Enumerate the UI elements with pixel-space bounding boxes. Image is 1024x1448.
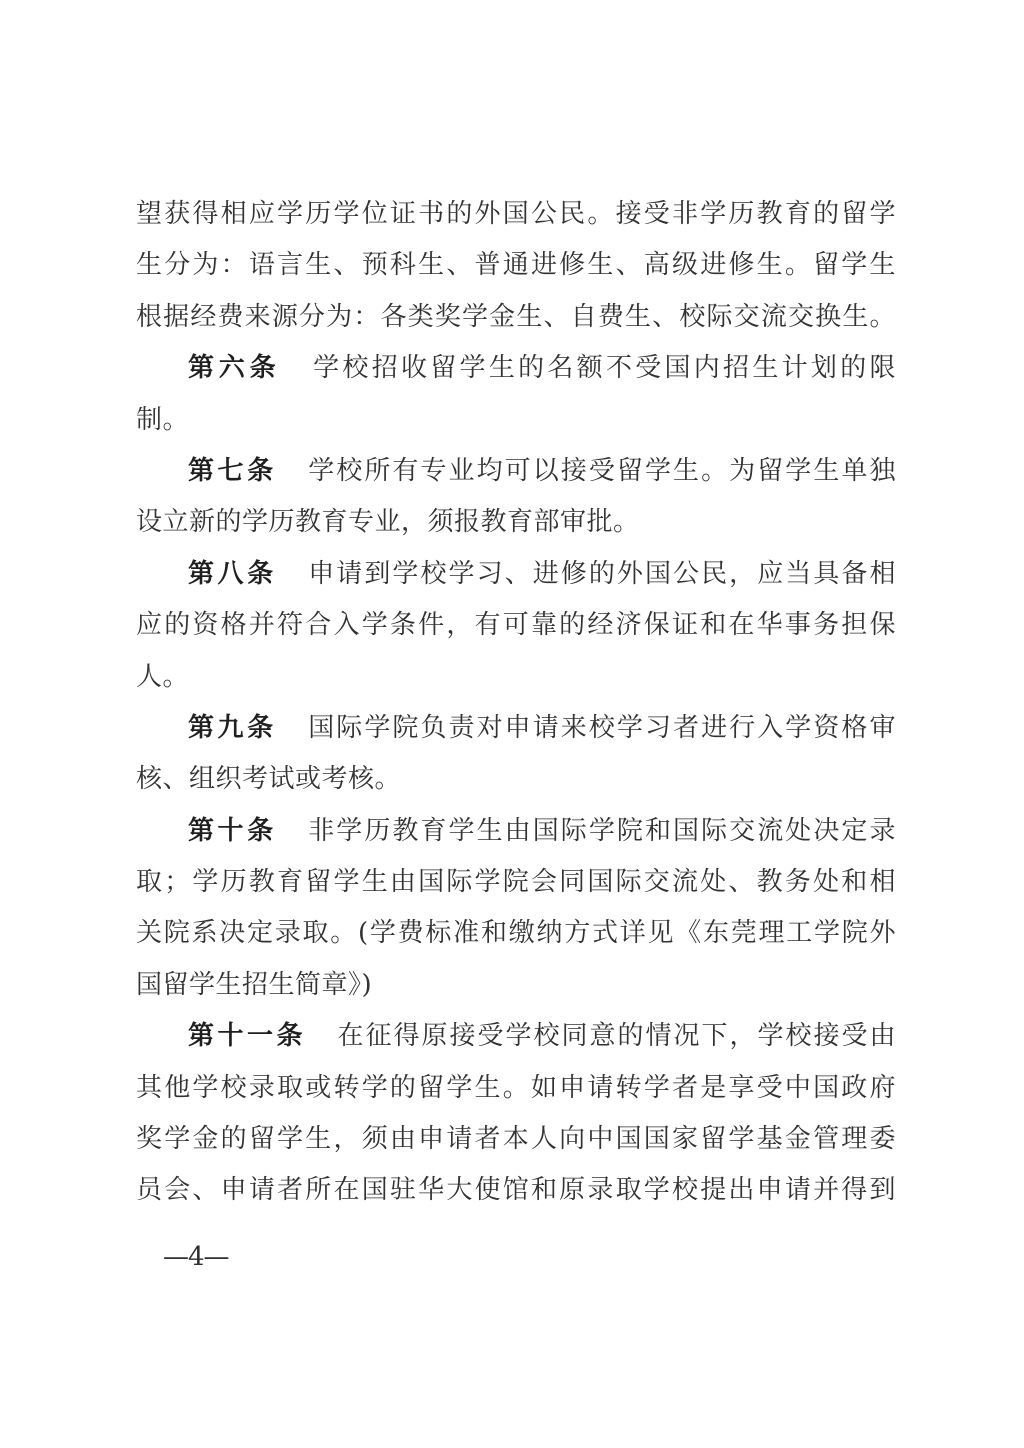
line-text: 取；学历教育留学生由国际学院会同国际交流处、教务处和相	[136, 867, 896, 898]
article-line	[136, 549, 896, 600]
article-number: 第六条	[188, 353, 281, 384]
text-line	[136, 497, 896, 548]
article-line	[136, 446, 896, 497]
document-body	[136, 189, 896, 1217]
line-text: 国留学生招生简章》)	[136, 969, 373, 1000]
text-line	[136, 754, 896, 805]
text-line	[136, 1063, 896, 1114]
line-text: 在征得原接受学校同意的情况下，学校接受由	[336, 1021, 896, 1052]
text-line	[136, 395, 896, 446]
line-text: 根据经费来源分为：各类奖学金生、自费生、校际交流交换生。	[136, 301, 896, 332]
line-text: 员会、申请者所在国驻华大使馆和原录取学校提出申请并得到	[136, 1175, 896, 1206]
article-number: 第七条	[188, 455, 277, 486]
article-line	[136, 343, 896, 394]
line-text: 人。	[136, 661, 190, 692]
line-text: 制。	[136, 404, 190, 435]
line-text: 国际学院负责对申请来校学习者进行入学资格审	[306, 712, 896, 743]
text-line	[136, 652, 896, 703]
text-line	[136, 857, 896, 908]
article-line	[136, 703, 896, 754]
line-text: 核、组织考试或考核。	[136, 764, 402, 795]
line-text: 其他学校录取或转学的留学生。如申请转学者是享受中国政府	[136, 1072, 896, 1103]
line-text: 奖学金的留学生，须由申请者本人向中国国家留学基金管理委	[136, 1124, 896, 1155]
article-number: 第九条	[188, 712, 277, 743]
text-line	[136, 240, 896, 291]
text-line	[136, 292, 896, 343]
line-text: 望获得相应学历学位证书的外国公民。接受非学历教育的留学	[136, 199, 896, 229]
text-line	[136, 908, 896, 959]
article-line	[136, 806, 896, 857]
line-text: 关院系决定录取。(学费标准和缴纳方式详见《东莞理工学院外	[136, 918, 896, 949]
line-text: 学校招收留学生的名额不受国内招生计划的限	[310, 353, 896, 384]
line-text: 学校所有专业均可以接受留学生。为留学生单独	[306, 455, 896, 486]
line-text: 设立新的学历教育专业，须报教育部审批。	[136, 507, 640, 538]
article-number: 第十条	[188, 815, 277, 846]
line-text: 申请到学校学习、进修的外国公民，应当具备相	[306, 558, 896, 589]
text-line	[136, 960, 896, 1011]
article-line	[136, 1011, 896, 1062]
article-number: 第十一条	[188, 1021, 306, 1052]
text-line	[136, 600, 896, 651]
article-number: 第八条	[188, 558, 277, 589]
line-text: 非学历教育学生由国际学院和国际交流处决定录	[306, 815, 896, 846]
line-text: 应的资格并符合入学条件，有可靠的经济保证和在华事务担保	[136, 610, 896, 641]
text-line	[136, 189, 896, 240]
text-line	[136, 1165, 896, 1216]
page-number: —4—	[163, 1242, 229, 1272]
text-line	[136, 1114, 896, 1165]
line-text: 生分为：语言生、预科生、普通进修生、高级进修生。留学生	[136, 250, 896, 281]
